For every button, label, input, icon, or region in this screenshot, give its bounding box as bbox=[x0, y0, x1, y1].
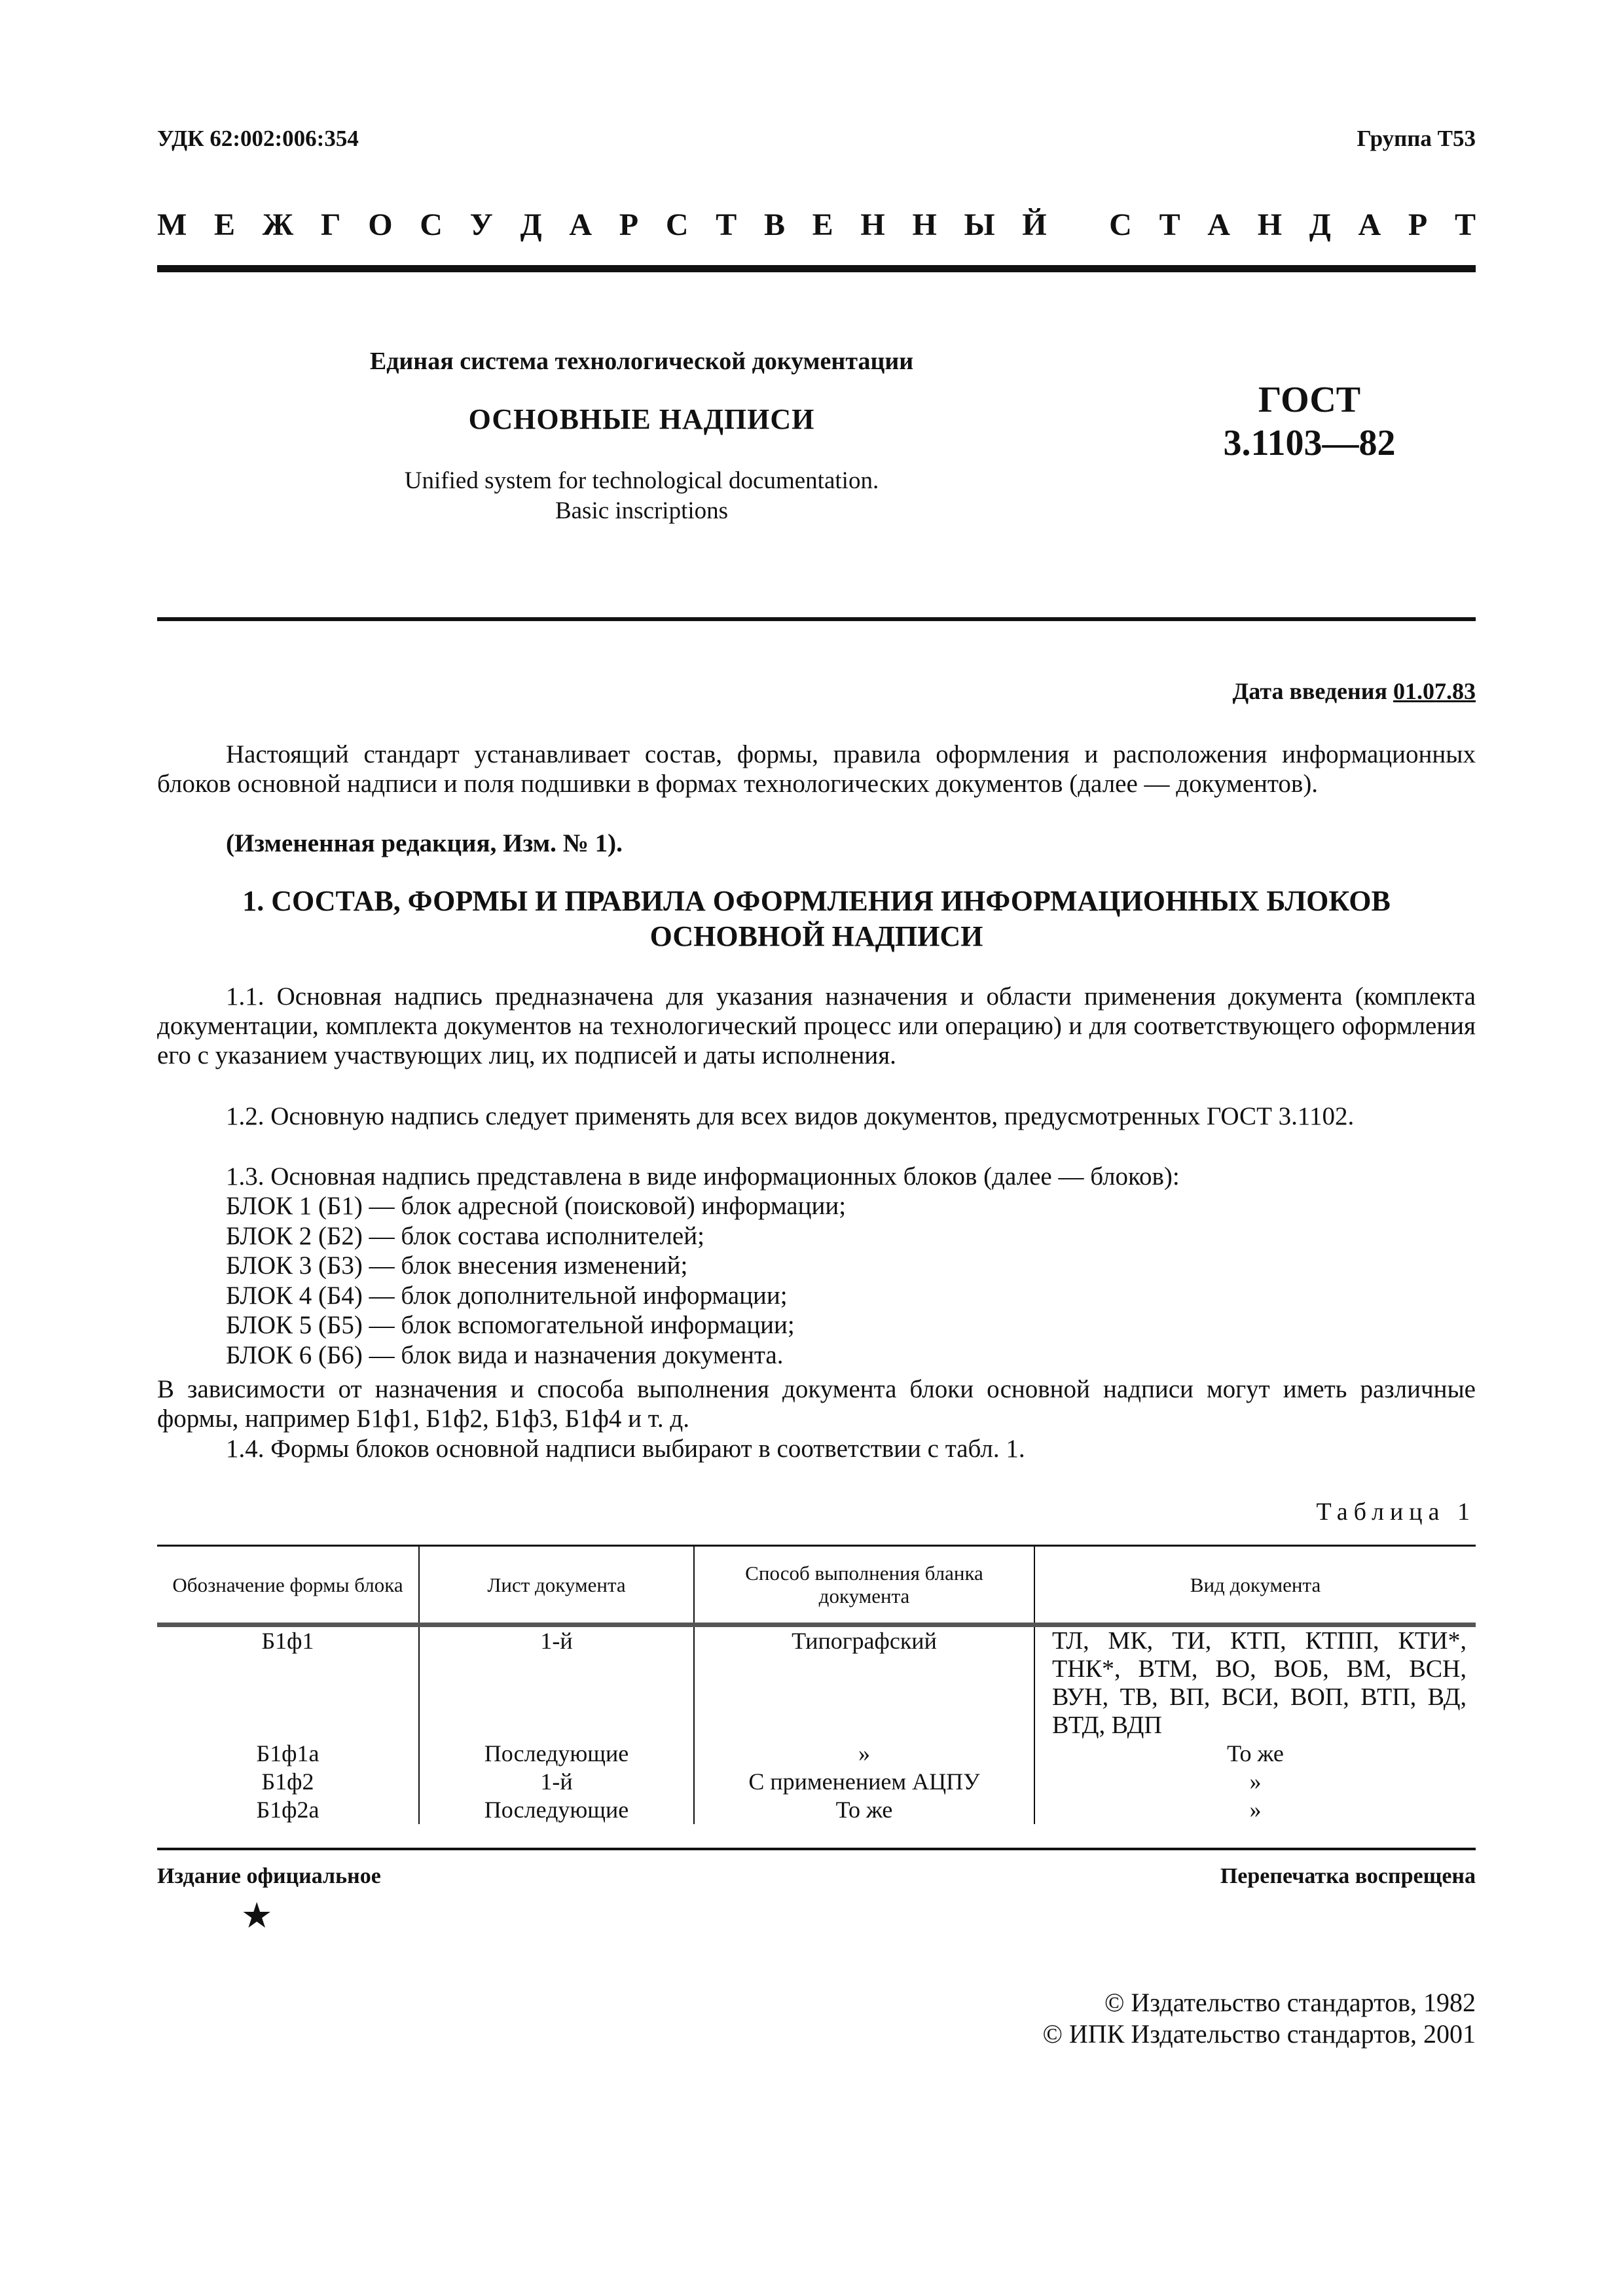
table-cell: Б1ф1 bbox=[261, 1628, 314, 1654]
group-code: Группа Т53 bbox=[1357, 126, 1476, 151]
forms-table bbox=[157, 1545, 1476, 1824]
table-cell: С применением АЦПУ bbox=[694, 1768, 1034, 1796]
table-cell: Последующие bbox=[419, 1740, 694, 1768]
list-item: БЛОК 1 (Б1) — блок адресной (поисковой) информации; bbox=[226, 1192, 847, 1220]
column-header: Обозначение формы блока bbox=[157, 1546, 419, 1625]
heading-letter: А bbox=[569, 207, 593, 242]
heading-letter: У bbox=[469, 207, 493, 242]
official-edition-label: Издание официальное bbox=[157, 1864, 381, 1888]
document-title: ОСНОВНЫЕ НАДПИСИ bbox=[468, 403, 815, 435]
heading-letter: В bbox=[763, 207, 785, 242]
list-item: БЛОК 2 (Б2) — блок состава исполнителей; bbox=[226, 1221, 704, 1250]
heading-letter: Ж bbox=[262, 207, 294, 242]
table-cell: Б1ф2 bbox=[261, 1768, 314, 1795]
interstate-standard-heading bbox=[157, 207, 1476, 243]
table-header-row bbox=[157, 1546, 1476, 1625]
heading-letter: Д bbox=[520, 207, 542, 242]
table-cell: » bbox=[1034, 1768, 1476, 1796]
heading-letter: С bbox=[420, 207, 443, 242]
table-cell: Типографский bbox=[694, 1625, 1034, 1740]
system-name: Единая система технологической документации bbox=[369, 348, 914, 375]
heading-letter: М bbox=[157, 207, 187, 242]
section-1-heading: 1. СОСТАВ, ФОРМЫ И ПРАВИЛА ОФОРМЛЕНИЯ ИНФОРМАЦИОННЫХ БЛОКОВ ОСНОВНОЙ НАДПИСИ bbox=[242, 885, 1391, 952]
column-header: Лист документа bbox=[419, 1546, 694, 1625]
table-row bbox=[157, 1768, 1476, 1796]
star-icon: ★ bbox=[241, 1895, 273, 1936]
list-item: БЛОК 6 (Б6) — блок вида и назначения документа. bbox=[226, 1340, 784, 1369]
copyright-1982: © Издательство стандартов, 1982 bbox=[1104, 1988, 1476, 2017]
heading-letter: Д bbox=[1309, 207, 1331, 242]
english-title-line-2: Basic inscriptions bbox=[555, 497, 729, 524]
list-item: БЛОК 5 (Б5) — блок вспомогательной информации; bbox=[226, 1311, 795, 1339]
column-header: Вид документа bbox=[1034, 1546, 1476, 1625]
paragraph-1-1: 1.1. Основная надпись предназначена для указания назначения и области применения документа (комплекта документации, комплекта документов на технологический процесс или операцию) и для соответствующего оформления его с указанием участвующих лиц, их подписей и даты исполнения. bbox=[157, 982, 1476, 1069]
heading-letter: Р bbox=[619, 207, 639, 242]
heading-letter: А bbox=[1207, 207, 1230, 242]
table-row bbox=[157, 1796, 1476, 1824]
table-cell: То же bbox=[1034, 1740, 1476, 1768]
table-cell: 1-й bbox=[419, 1768, 694, 1796]
heading-letter: Е bbox=[214, 207, 236, 242]
heading-letter: С bbox=[665, 207, 689, 242]
gost-number bbox=[1152, 378, 1467, 465]
table-row bbox=[157, 1740, 1476, 1768]
heading-letter: Т bbox=[716, 207, 737, 242]
heading-letter: С bbox=[1109, 207, 1132, 242]
block-list bbox=[226, 1191, 846, 1370]
heading-letter: Н bbox=[912, 207, 937, 242]
table-cell: 1-й bbox=[419, 1625, 694, 1740]
copyright-block bbox=[1043, 1987, 1476, 2050]
column-header: Способ выполнения бланка документа bbox=[694, 1546, 1034, 1625]
header-rule bbox=[157, 265, 1476, 272]
table-cell: ТЛ, МК, ТИ, КТП, КТПП, КТИ*, ТНК*, ВТМ, ВО, ВОБ, ВМ, ВСН, ВУН, ТВ, ВП, ВСИ, ВОП, ВТП, ВД, ВТД, ВДП bbox=[1034, 1625, 1476, 1740]
gost-code: 3.1103—82 bbox=[1223, 423, 1396, 463]
table-caption: Таблица 1 bbox=[1316, 1498, 1476, 1526]
heading-letter: А bbox=[1358, 207, 1381, 242]
amendment-note: (Измененная редакция, Изм. № 1). bbox=[226, 829, 623, 857]
table-cell: Б1ф1а bbox=[256, 1740, 319, 1767]
footer-rule bbox=[157, 1848, 1476, 1850]
heading-letter: Р bbox=[1408, 207, 1428, 242]
title-rule bbox=[157, 617, 1476, 621]
english-title-line-1: Unified system for technological documentation. bbox=[404, 467, 879, 494]
heading-space bbox=[1074, 207, 1082, 243]
heading-letter: Н bbox=[1257, 207, 1283, 242]
paragraph-1-4: 1.4. Формы блоков основной надписи выбирают в соответствии с табл. 1. bbox=[226, 1435, 1025, 1463]
table-cell: Б1ф2а bbox=[256, 1797, 319, 1823]
table-cell: Последующие bbox=[419, 1796, 694, 1824]
english-title bbox=[301, 466, 982, 526]
heading-letter: Й bbox=[1022, 207, 1047, 242]
forms-paragraph: В зависимости от назначения и способа выполнения документа блоки основной надписи могут иметь различные формы, например Б1ф1, Б1ф2, Б1ф3, Б1ф4 и т. д. bbox=[157, 1375, 1476, 1433]
udk-code: УДК 62:002:006:354 bbox=[157, 126, 359, 151]
date-label: Дата введения bbox=[1232, 678, 1387, 704]
paragraph-1-2: 1.2. Основную надпись следует применять для всех видов документов, предусмотренных ГОСТ 3.1102. bbox=[226, 1102, 1355, 1130]
heading-letter: Т bbox=[1454, 207, 1476, 242]
paragraph-1-3: 1.3. Основная надпись представлена в виде информационных блоков (далее — блоков): bbox=[226, 1162, 1180, 1191]
gost-label: ГОСТ bbox=[1258, 380, 1361, 420]
reprint-prohibited-label: Перепечатка воспрещена bbox=[1220, 1864, 1476, 1888]
heading-letter: О bbox=[368, 207, 393, 242]
table-cell: То же bbox=[694, 1796, 1034, 1824]
table-cell: » bbox=[694, 1740, 1034, 1768]
copyright-2001: © ИПК Издательство стандартов, 2001 bbox=[1042, 2019, 1476, 2049]
heading-letter: Е bbox=[812, 207, 833, 242]
list-item: БЛОК 4 (Б4) — блок дополнительной информации; bbox=[226, 1281, 788, 1310]
table-cell: » bbox=[1034, 1796, 1476, 1824]
heading-letter: Г bbox=[320, 207, 341, 242]
list-item: БЛОК 3 (Б3) — блок внесения изменений; bbox=[226, 1251, 688, 1280]
intro-paragraph: Настоящий стандарт устанавливает состав, формы, правила оформления и расположения информационных блоков основной надписи и поля подшивки в формах технологических документов (далее — документов). bbox=[157, 740, 1476, 798]
introduction-date bbox=[1233, 677, 1476, 705]
heading-letter: Т bbox=[1159, 207, 1180, 242]
date-value: 01.07.83 bbox=[1393, 678, 1476, 704]
table-row bbox=[157, 1625, 1476, 1740]
heading-letter: Ы bbox=[964, 207, 995, 242]
heading-letter: Н bbox=[860, 207, 885, 242]
